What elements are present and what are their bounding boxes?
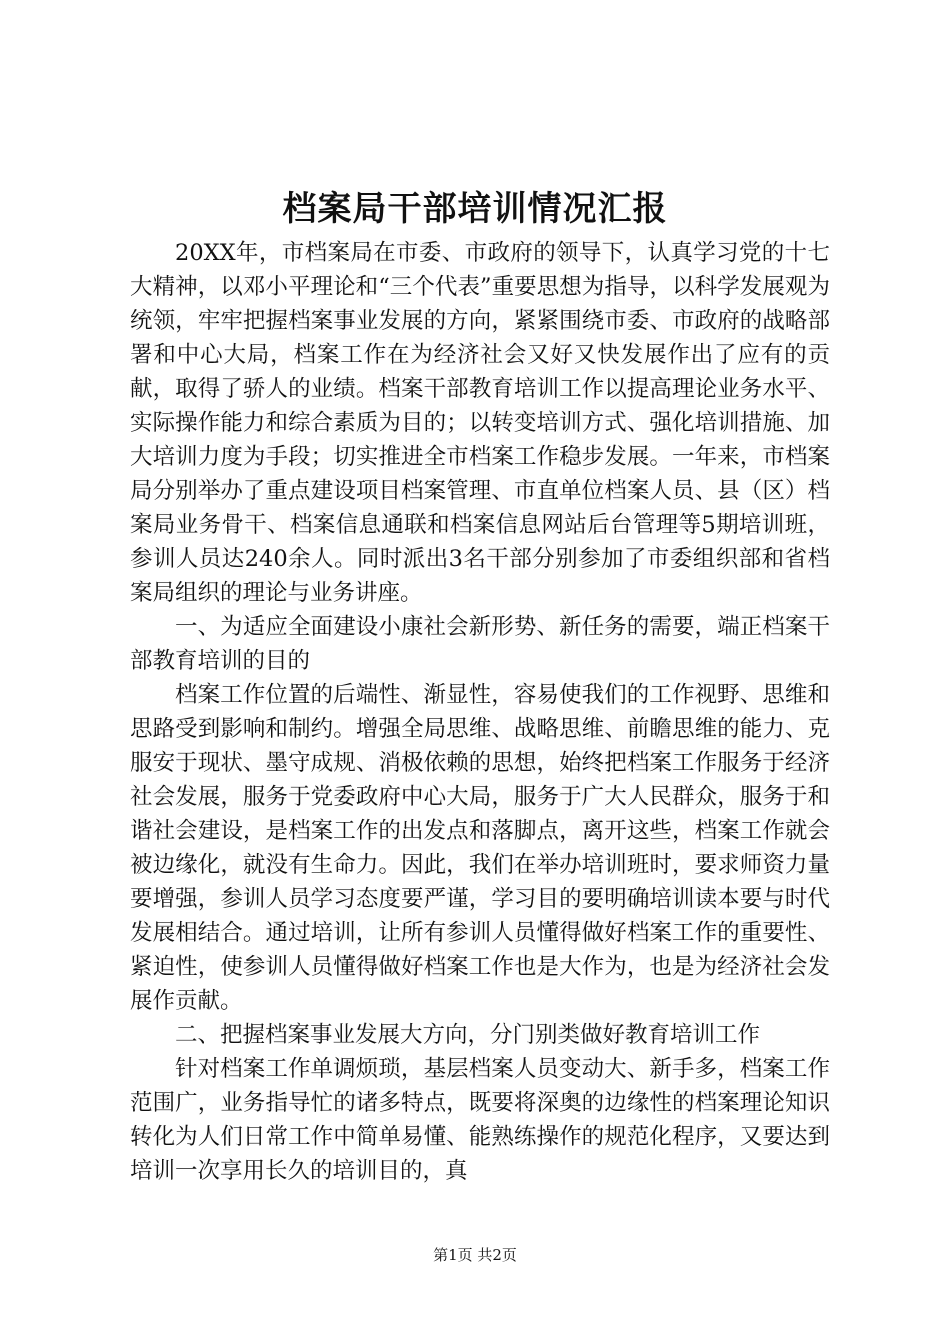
section-heading-2: 二、把握档案事业发展大方向，分门别类做好教育培训工作: [175, 1022, 761, 1048]
page-number-footer: 第1页 共2页: [433, 1246, 517, 1264]
document-body: [130, 236, 830, 1188]
paragraph-section-2: 针对档案工作单调烦琐，基层档案人员变动大、新手多，档案工作范围广，业务指导忙的诸多特点，既要将深奥的边缘性的档案理论知识转化为人们日常工作中简单易懂、能熟练操作的规范化程序，又要达到培训一次享用长久的培训目的，真: [130, 1056, 830, 1184]
paragraph-intro: 20XX年，市档案局在市委、市政府的领导下，认真学习党的十七大精神，以邓小平理论和“三个代表”重要思想为指导，以科学发展观为统领，牢牢把握档案事业发展的方向，紧紧围绕市委、市政府的战略部署和中心大局，档案工作在为经济社会又好又快发展作出了应有的贡献，取得了骄人的业绩。档案干部教育培训工作以提高理论业务水平、实际操作能力和综合素质为目的；以转变培训方式、强化培训措施、加大培训力度为手段；切实推进全市档案工作稳步发展。一年来，市档案局分别举办了重点建设项目档案管理、市直单位档案人员、县（区）档案局业务骨干、档案信息通联和档案信息网站后台管理等5期培训班，参训人员达240余人。同时派出3名干部分别参加了市委组织部和省档案局组织的理论与业务讲座。: [130, 240, 830, 606]
paragraph-section-1: 档案工作位置的后端性、渐显性，容易使我们的工作视野、思维和思路受到影响和制约。增强全局思维、战略思维、前瞻思维的能力、克服安于现状、墨守成规、消极依赖的思想，始终把档案工作服务于经济社会发展，服务于党委政府中心大局，服务于广大人民群众，服务于和谐社会建设，是档案工作的出发点和落脚点，离开这些，档案工作就会被边缘化，就没有生命力。因此，我们在举办培训班时，要求师资力量要增强，参训人员学习态度要严谨，学习目的要明确培训读本要与时代发展相结合。通过培训，让所有参训人员懂得做好档案工作的重要性、紧迫性，使参训人员懂得做好档案工作也是大作为，也是为经济社会发展作贡献。: [130, 682, 830, 1014]
section-heading-1: 一、为适应全面建设小康社会新形势、新任务的需要，端正档案干部教育培训的目的: [130, 614, 830, 674]
document-title: 档案局干部培训情况汇报: [282, 189, 668, 229]
